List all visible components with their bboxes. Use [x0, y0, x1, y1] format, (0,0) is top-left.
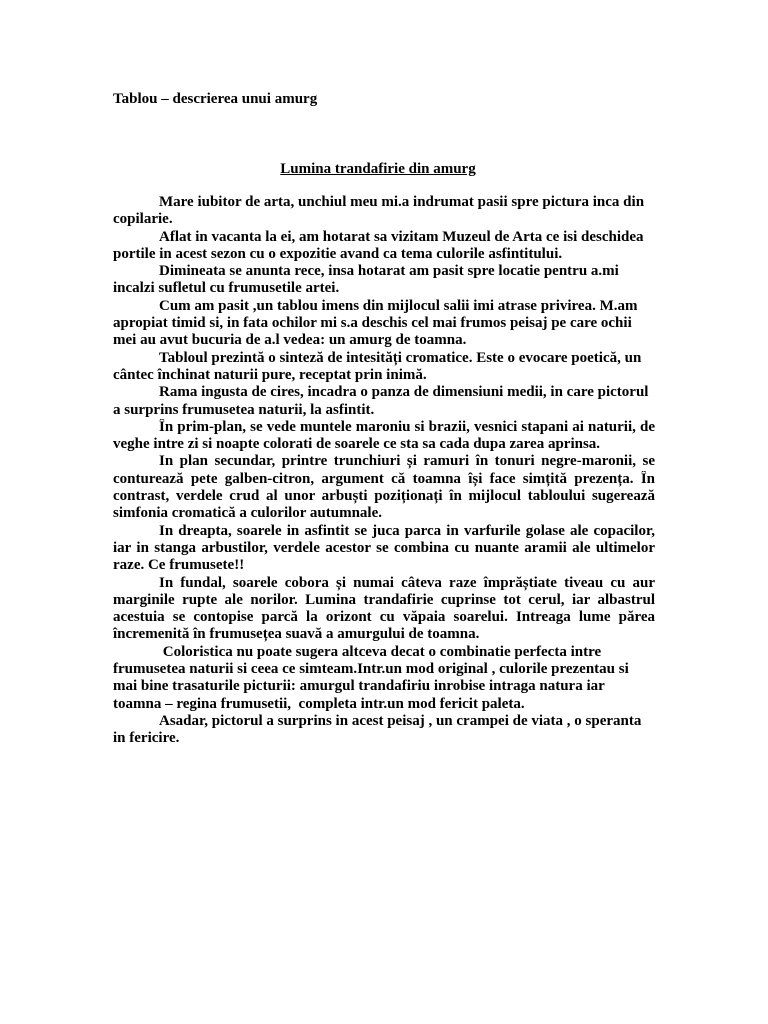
paragraph-line: In dreapta, soarele in asfintit se juca parca in varfurile golase ale copacilor, — [159, 522, 655, 539]
paragraph-line: incalzi sufletul cu frumusetile artei. — [113, 280, 340, 297]
paragraph-line: Aflat in vacanta la ei, am hotarat sa vizitam Muzeul de Arta ce isi deschidea — [159, 228, 644, 245]
paragraph-line: Mare iubitor de arta, unchiul meu mi.a indrumat pasii spre pictura inca din — [159, 194, 645, 210]
paragraph — [113, 194, 655, 229]
paragraph — [113, 419, 655, 454]
paragraph-line: in fericire. — [113, 730, 180, 747]
paragraph-line: veghe intre zi si noapte colorati de soarele ce sta sa cada dupa zarea aprinsa. — [113, 436, 601, 453]
paragraph — [113, 523, 655, 575]
paragraph-line: mai bine trasaturile picturii: amurgul trandafiriu inrobise intraga natura iar — [113, 678, 605, 695]
paragraph-line: Asadar, pictorul a surprins in acest peisaj , un crampei de viata , o speranta — [159, 712, 642, 729]
paragraph-line: marginile rupte ale norilor. Lumina trandafirie cuprinse tot cerul, iar albastrul — [113, 591, 655, 608]
paragraph-line: acestuia se contopise parcă la orizont cu văpaia soarelui. Intreaga lume părea — [113, 609, 655, 626]
paragraph-line: In fundal, soarele cobora și numai câteva raze împrăștiate tiveau cu aur — [159, 574, 655, 591]
paragraph-line: În prim-plan, se vede muntele maroniu si brazii, vesnici stapani ai naturii, de — [159, 418, 655, 435]
paragraph-line: Rama ingusta de cires, incadra o panza de dimensiuni medii, in care pictorul — [159, 384, 649, 401]
paragraph — [113, 384, 655, 419]
paragraph-line: raze. Ce frumusete!! — [113, 557, 245, 574]
paragraph-line: simfonia cromatică a culorilor autumnale. — [113, 505, 383, 522]
paragraph-line: portile in acest sezon cu o expozitie avand ca tema culorile asfintitului. — [113, 245, 563, 262]
paragraph — [113, 453, 655, 522]
paragraph-line: Tabloul prezintă o sinteză de intesități cromatice. Este o evocare poetică, un — [159, 349, 642, 366]
paragraph — [113, 229, 655, 264]
paragraph — [113, 298, 655, 350]
paragraph-line: iar in stanga arbustilor, verdele acestor se combina cu nuante aramii ale ultimelor — [113, 539, 655, 556]
paragraph — [113, 263, 655, 298]
paragraph-line: In plan secundar, printre trunchiuri și ramuri în tonuri negre-maronii, se — [159, 453, 655, 470]
essay-heading: Lumina trandafirie din amurg — [280, 161, 476, 177]
paragraph-line: apropiat timid si, in fata ochilor mi s.a deschis cel mai frumos peisaj pe care ochii — [113, 315, 632, 332]
paragraph — [113, 350, 655, 385]
paragraph-line: frumusetea naturii si ceea ce simteam.Intr.un mod original , culorile prezentau si — [113, 661, 629, 678]
paragraph — [113, 575, 655, 644]
paragraph-line: încremenită în frumusețea suavă a amurgului de toamna. — [113, 626, 480, 643]
paragraph-line: contrast, verdele crud al unor arbuști poziționați în mijlocul tabloului sugerează — [113, 488, 655, 505]
paragraph-line: conturează pete galben-citron, argument că toamna își face simțită prezența. În — [113, 470, 655, 487]
paragraph-line: cântec închinat naturii pure, receptat prin inimă. — [113, 366, 427, 383]
paragraph-line: Dimineata se anunta rece, insa hotarat am pasit spre locatie pentru a.mi — [159, 263, 619, 280]
paragraph-line: a surprins frumusetea naturii, la asfintit. — [113, 401, 375, 418]
paragraph — [113, 713, 655, 748]
paragraph-line: Coloristica nu poate sugera altceva decat o combinatie perfecta intre — [159, 643, 602, 660]
paragraph-line: copilarie. — [113, 211, 173, 228]
paragraph — [113, 644, 655, 713]
paragraph-line: toamna – regina frumusetii, completa intr.un mod fericit paleta. — [113, 695, 525, 712]
paragraph-line: Cum am pasit ,un tablou imens din mijlocul salii imi atrase privirea. M.am — [159, 297, 638, 314]
paragraph-line: mei au avut bucuria de a.l vedea: un amurg de toamna. — [113, 332, 467, 349]
essay-body — [113, 194, 655, 748]
document-title: Tablou – descrierea unui amurg — [113, 91, 318, 107]
